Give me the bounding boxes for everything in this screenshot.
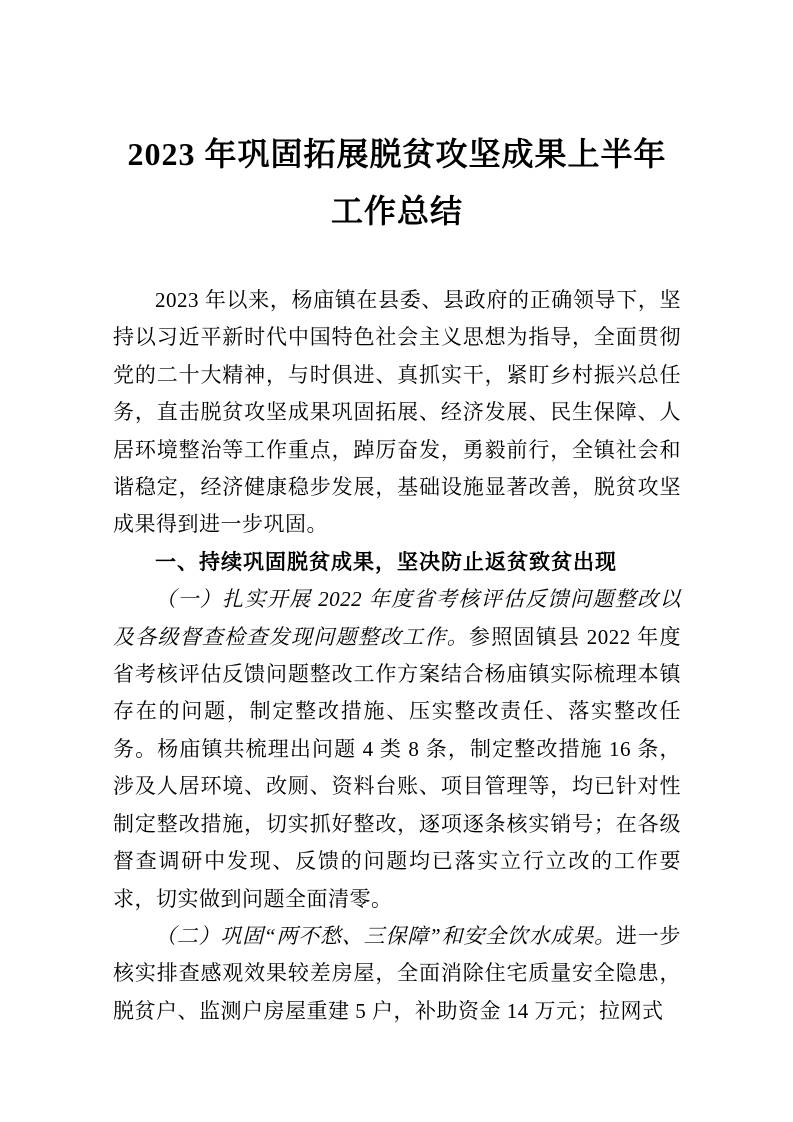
item-1-body-text: 参照固镇县 2022 年度省考核评估反馈问题整改工作方案结合杨庙镇实际梳理本镇存在的问题，制定整改措施、压实整改责任、落实整改任务。杨庙镇共梳理出问题 4 类 8 条，制定整改措施 16 条，涉及人居环境、改厕、资料台账、项目管理等，均已针对性制定整改措施，切实抓好整改，逐项逐条核实销号；在各级督查调研中发现、反馈的问题均已落实立行立改的工作要求，切实做到问题全面清零。	[113, 624, 681, 911]
intro-paragraph: 2023 年以来，杨庙镇在县委、县政府的正确领导下，坚持以习近平新时代中国特色社会主义思想为指导，全面贯彻党的二十大精神，与时俱进、真抓实干，紧盯乡村振兴总任务，直击脱贫攻坚成果巩固拓展、经济发展、民生保障、人居环境整治等工作重点，踔厉奋发，勇毅前行，全镇社会和谐稳定，经济健康稳步发展，基础设施显著改善，脱贫攻坚成果得到进一步巩固。	[113, 288, 681, 537]
item-2-body-text: 进一步核实排查感观效果较差房屋，全面消除住宅质量安全隐患，脱贫户、监测户房屋重建 5 户，补助资金 14 万元；拉网式	[113, 923, 682, 1023]
item-1-lead-sentence: （一）扎实开展 2022 年度省考核评估反馈问题整改以及各级督查检查发现问题整改工作。	[113, 587, 681, 649]
section-1-heading: 一、持续巩固脱贫成果，坚决防止返贫致贫出现	[155, 549, 617, 574]
item-1-paragraph	[113, 581, 681, 918]
document-title: 2023 年巩固拓展脱贫攻坚成果上半年工作总结	[127, 136, 667, 229]
item-2-lead-sentence: （二）巩固“两不愁、三保障”和安全饮水成果。	[155, 923, 616, 948]
item-2-paragraph	[113, 918, 681, 1030]
